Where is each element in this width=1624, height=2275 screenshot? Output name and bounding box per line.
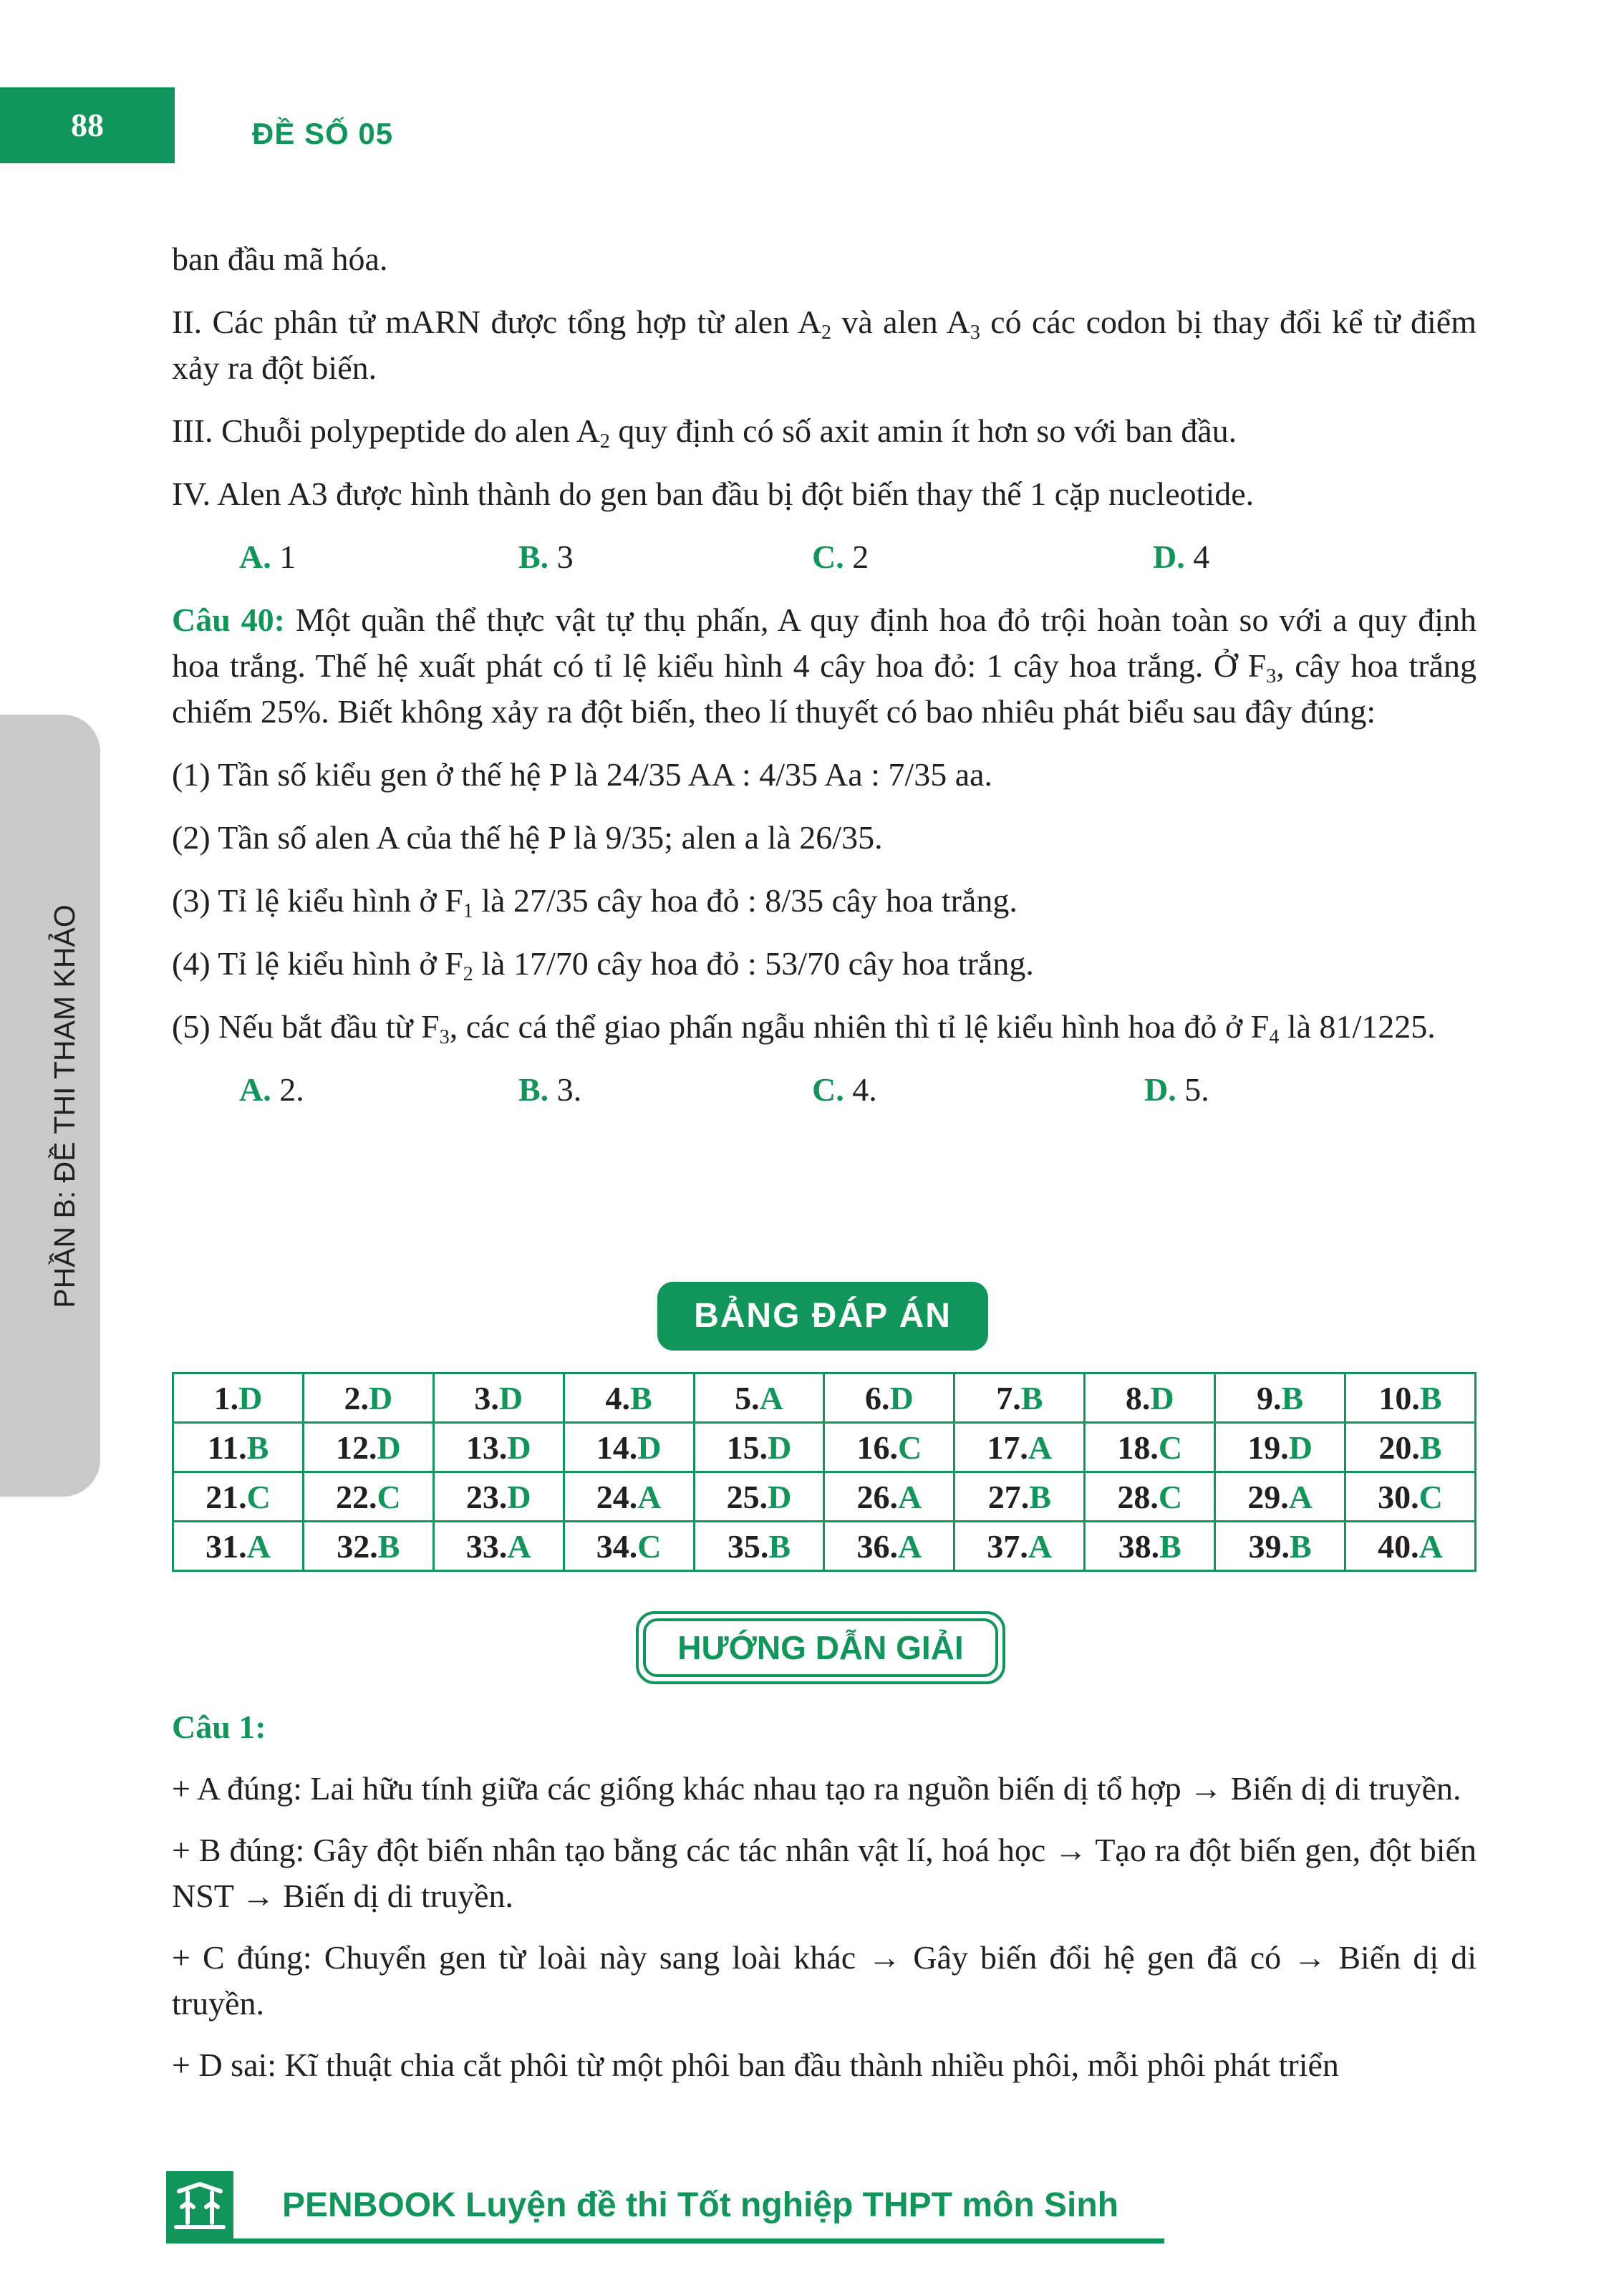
option-b: B. 3	[518, 538, 574, 575]
q40-stem: Câu 40: Một quần thể thực vật tự thụ phấn, A quy định hoa đỏ trội hoàn toàn so với a quy định hoa trắng. Thế hệ xuất phát có tỉ lệ kiểu hình 4 cây hoa đỏ: 1 cây hoa trắng. Ở $F_3$, cây hoa trắng chiếm 25%. Biết không xảy ra đột biến, theo lí thuyết có bao nhiêu phát biểu sau đây đúng:	[172, 602, 1476, 730]
answer-letter: C	[377, 1478, 401, 1515]
answer-letter: D	[498, 1379, 523, 1416]
answer-cell	[564, 1373, 694, 1423]
answer-number: 13.	[465, 1429, 508, 1466]
answer-number: 14.	[596, 1429, 638, 1466]
q40-label: Câu 40:	[172, 602, 285, 638]
answer-cell	[824, 1472, 954, 1522]
answer-number: 27.	[987, 1478, 1030, 1515]
answer-cell	[1215, 1472, 1345, 1522]
answer-letter: A	[759, 1379, 783, 1416]
answer-letter: A	[1028, 1429, 1053, 1466]
answer-number: 11.	[207, 1429, 247, 1466]
answer-row	[173, 1423, 1476, 1472]
q40-statement-2: (2) Tần số alen A của thế hệ P là 9/35; alen a là 26/35.	[172, 819, 883, 856]
answer-number: 5.	[735, 1379, 760, 1416]
answer-letter: D	[1288, 1429, 1313, 1466]
answer-letter: B	[1281, 1379, 1304, 1416]
answer-letter: A	[246, 1527, 271, 1565]
answer-number: 36.	[856, 1527, 899, 1565]
answer-row	[173, 1373, 1476, 1423]
answer-number: 6.	[865, 1379, 890, 1416]
answer-letter: A	[1028, 1527, 1053, 1565]
answer-letter: A	[1288, 1478, 1313, 1515]
answer-cell	[1215, 1423, 1345, 1472]
answer-letter: B	[1029, 1478, 1051, 1515]
answer-number: 31.	[206, 1527, 247, 1565]
option-a: A. 1	[239, 538, 296, 575]
answer-row	[173, 1472, 1476, 1522]
answer-letter: B	[630, 1379, 652, 1416]
answer-number: 10.	[1378, 1379, 1420, 1416]
answer-letter: D	[377, 1429, 401, 1466]
answer-letter: C	[637, 1527, 662, 1565]
solution-a: + A đúng: Lai hữu tính giữa các giống khác nhau tạo ra nguồn biến dị tổ hợp → Biến dị di truyền.	[172, 1770, 1461, 1807]
answer-number: 39.	[1248, 1527, 1290, 1565]
answer-number: 37.	[987, 1527, 1028, 1565]
option-c: C. 2	[812, 538, 869, 575]
answer-number: 22.	[335, 1478, 377, 1515]
answer-cell	[433, 1423, 564, 1472]
answer-number: 9.	[1256, 1379, 1282, 1416]
page-number: 88	[71, 107, 104, 143]
q40-statement-3: (3) Tỉ lệ kiểu hình ở $F_1$ là 27/35 cây hoa đỏ : 8/35 cây hoa trắng.	[172, 882, 1018, 922]
answer-number: 38.	[1118, 1527, 1160, 1565]
answer-letter: B	[1419, 1429, 1442, 1466]
answer-number: 33.	[465, 1527, 508, 1565]
answer-number: 40.	[1378, 1527, 1419, 1565]
answer-key-title: BẢNG ĐÁP ÁN	[657, 1282, 988, 1351]
answer-letter: C	[1158, 1478, 1183, 1515]
q1-label: Câu 1:	[172, 1709, 266, 1745]
answer-cell	[564, 1522, 694, 1571]
answer-number: 2.	[344, 1379, 369, 1416]
answer-cell	[1215, 1522, 1345, 1571]
side-tab-label: PHẦN B: ĐỀ THI THAM KHẢO	[48, 904, 81, 1308]
question-content	[172, 236, 1476, 1130]
solution-c: + C đúng: Chuyển gen từ loài này sang loài khác → Gây biến đổi hệ gen đã có → Biến dị di truyền.	[172, 1939, 1476, 2022]
answer-cell	[303, 1423, 433, 1472]
answer-number: 3.	[474, 1379, 499, 1416]
answer-cell	[1085, 1423, 1215, 1472]
answer-number: 28.	[1117, 1478, 1159, 1515]
answer-number: 15.	[726, 1429, 768, 1466]
answer-number: 17.	[987, 1429, 1028, 1466]
answer-cell	[1345, 1373, 1476, 1423]
answer-letter: D	[768, 1478, 792, 1515]
answer-letter: A	[637, 1478, 662, 1515]
answer-cell	[303, 1522, 433, 1571]
footer-rule	[166, 2238, 1164, 2243]
answer-cell	[954, 1472, 1085, 1522]
answer-letter: D	[768, 1429, 792, 1466]
answer-cell	[173, 1472, 304, 1522]
answer-cell	[1345, 1423, 1476, 1472]
q39-line0: ban đầu mã hóa.	[172, 241, 388, 277]
answer-cell	[824, 1423, 954, 1472]
q39-statement-2: II. Các phân tử mARN được tổng hợp từ alen $A_2$ và alen $A_3$ có các codon bị thay đổi kể từ điểm xảy ra đột biến.	[172, 304, 1477, 386]
answer-cell	[824, 1522, 954, 1571]
answer-cell	[564, 1423, 694, 1472]
footer-title: PENBOOK Luyện đề thi Tốt nghiệp THPT môn Sinh	[282, 2186, 1118, 2224]
answer-cell	[173, 1373, 304, 1423]
answer-letter: B	[1419, 1379, 1442, 1416]
answer-number: 34.	[596, 1527, 638, 1565]
answer-number: 30.	[1378, 1478, 1419, 1515]
answer-key-table	[172, 1372, 1476, 1572]
solution-title: HƯỚNG DẪN GIẢI	[643, 1618, 998, 1677]
answer-cell	[433, 1522, 564, 1571]
solution-b: + B đúng: Gây đột biến nhân tạo bằng các tác nhân vật lí, hoá học → Tạo ra đột biến gen, đột biến NST → Biến dị di truyền.	[172, 1832, 1476, 1914]
answer-letter: C	[1158, 1429, 1183, 1466]
answer-letter: B	[1020, 1379, 1043, 1416]
answer-cell	[1345, 1472, 1476, 1522]
answer-letter: A	[507, 1527, 531, 1565]
answer-cell	[954, 1522, 1085, 1571]
answer-letter: D	[637, 1429, 662, 1466]
q39-options	[172, 534, 1476, 580]
answer-cell	[1345, 1522, 1476, 1571]
q39-statement-4: IV. Alen A3 được hình thành do gen ban đầu bị đột biến thay thế 1 cặp nucleotide.	[172, 475, 1255, 512]
q40-options	[172, 1067, 1476, 1113]
answer-cell	[694, 1472, 824, 1522]
answer-number: 4.	[605, 1379, 631, 1416]
q40-statement-4: (4) Tỉ lệ kiểu hình ở $F_2$ là 17/70 cây hoa đỏ : 53/70 cây hoa trắng.	[172, 945, 1034, 985]
answer-number: 1.	[213, 1379, 239, 1416]
q40-statement-5: (5) Nếu bắt đầu từ $F_3$, các cá thể giao phấn ngẫu nhiên thì tỉ lệ kiểu hình hoa đỏ ở $F_4$ là 81/1225.	[172, 1008, 1436, 1048]
answer-number: 35.	[727, 1527, 769, 1565]
answer-cell	[694, 1423, 824, 1472]
answer-cell	[303, 1472, 433, 1522]
answer-letter: C	[1418, 1478, 1443, 1515]
answer-letter: A	[898, 1478, 922, 1515]
answer-cell	[824, 1373, 954, 1423]
answer-number: 20.	[1378, 1429, 1420, 1466]
answer-letter: D	[1150, 1379, 1174, 1416]
answer-row	[173, 1522, 1476, 1571]
q40-statement-1: (1) Tần số kiểu gen ở thế hệ P là 24/35 AA : 4/35 Aa : 7/35 aa.	[172, 756, 993, 793]
answer-number: 8.	[1125, 1379, 1151, 1416]
option-d: D. 5.	[1144, 1071, 1209, 1108]
answer-letter: C	[246, 1478, 271, 1515]
solution-content	[172, 1704, 1476, 2104]
answer-letter: A	[1418, 1527, 1443, 1565]
answer-letter: D	[507, 1429, 531, 1466]
answer-number: 23.	[465, 1478, 508, 1515]
answer-number: 18.	[1117, 1429, 1159, 1466]
q39-statement-3: III. Chuỗi polypeptide do alen $A_2$ quy định có số axit amin ít hơn so với ban đầu.	[172, 412, 1237, 453]
option-a: A. 2.	[239, 1071, 304, 1108]
answer-cell	[694, 1522, 824, 1571]
answer-letter: A	[898, 1527, 922, 1565]
answer-cell	[173, 1522, 304, 1571]
answer-number: 29.	[1247, 1478, 1289, 1515]
answer-cell	[1215, 1373, 1345, 1423]
answer-letter: B	[377, 1527, 400, 1565]
answer-letter: D	[889, 1379, 914, 1416]
answer-number: 24.	[596, 1478, 638, 1515]
answer-letter: B	[768, 1527, 791, 1565]
answer-number: 12.	[335, 1429, 377, 1466]
answer-number: 32.	[337, 1527, 378, 1565]
answer-cell	[954, 1373, 1085, 1423]
answer-cell	[954, 1423, 1085, 1472]
answer-number: 19.	[1247, 1429, 1289, 1466]
answer-number: 25.	[726, 1478, 768, 1515]
penbook-logo-icon	[166, 2171, 233, 2240]
answer-letter: B	[246, 1429, 269, 1466]
answer-letter: D	[368, 1379, 393, 1416]
answer-letter: C	[898, 1429, 922, 1466]
answer-cell	[433, 1373, 564, 1423]
answer-letter: D	[238, 1379, 263, 1416]
option-d: D. 4	[1153, 538, 1210, 575]
option-c: C. 4.	[812, 1071, 877, 1108]
answer-cell	[1085, 1472, 1215, 1522]
answer-cell	[433, 1472, 564, 1522]
answer-number: 21.	[206, 1478, 247, 1515]
answer-letter: B	[1289, 1527, 1312, 1565]
solution-d: + D sai: Kĩ thuật chia cắt phôi từ một phôi ban đầu thành nhiều phôi, mỗi phôi phát triển	[172, 2047, 1339, 2083]
answer-letter: B	[1159, 1527, 1181, 1565]
answer-cell	[173, 1423, 304, 1472]
answer-number: 7.	[996, 1379, 1021, 1416]
answer-number: 26.	[856, 1478, 899, 1515]
answer-cell	[1085, 1522, 1215, 1571]
section-title: ĐỀ SỐ 05	[252, 117, 394, 150]
answer-cell	[564, 1472, 694, 1522]
answer-cell	[694, 1373, 824, 1423]
answer-letter: D	[507, 1478, 531, 1515]
answer-number: 16.	[856, 1429, 899, 1466]
option-b: B. 3.	[518, 1071, 582, 1108]
answer-cell	[303, 1373, 433, 1423]
answer-cell	[1085, 1373, 1215, 1423]
